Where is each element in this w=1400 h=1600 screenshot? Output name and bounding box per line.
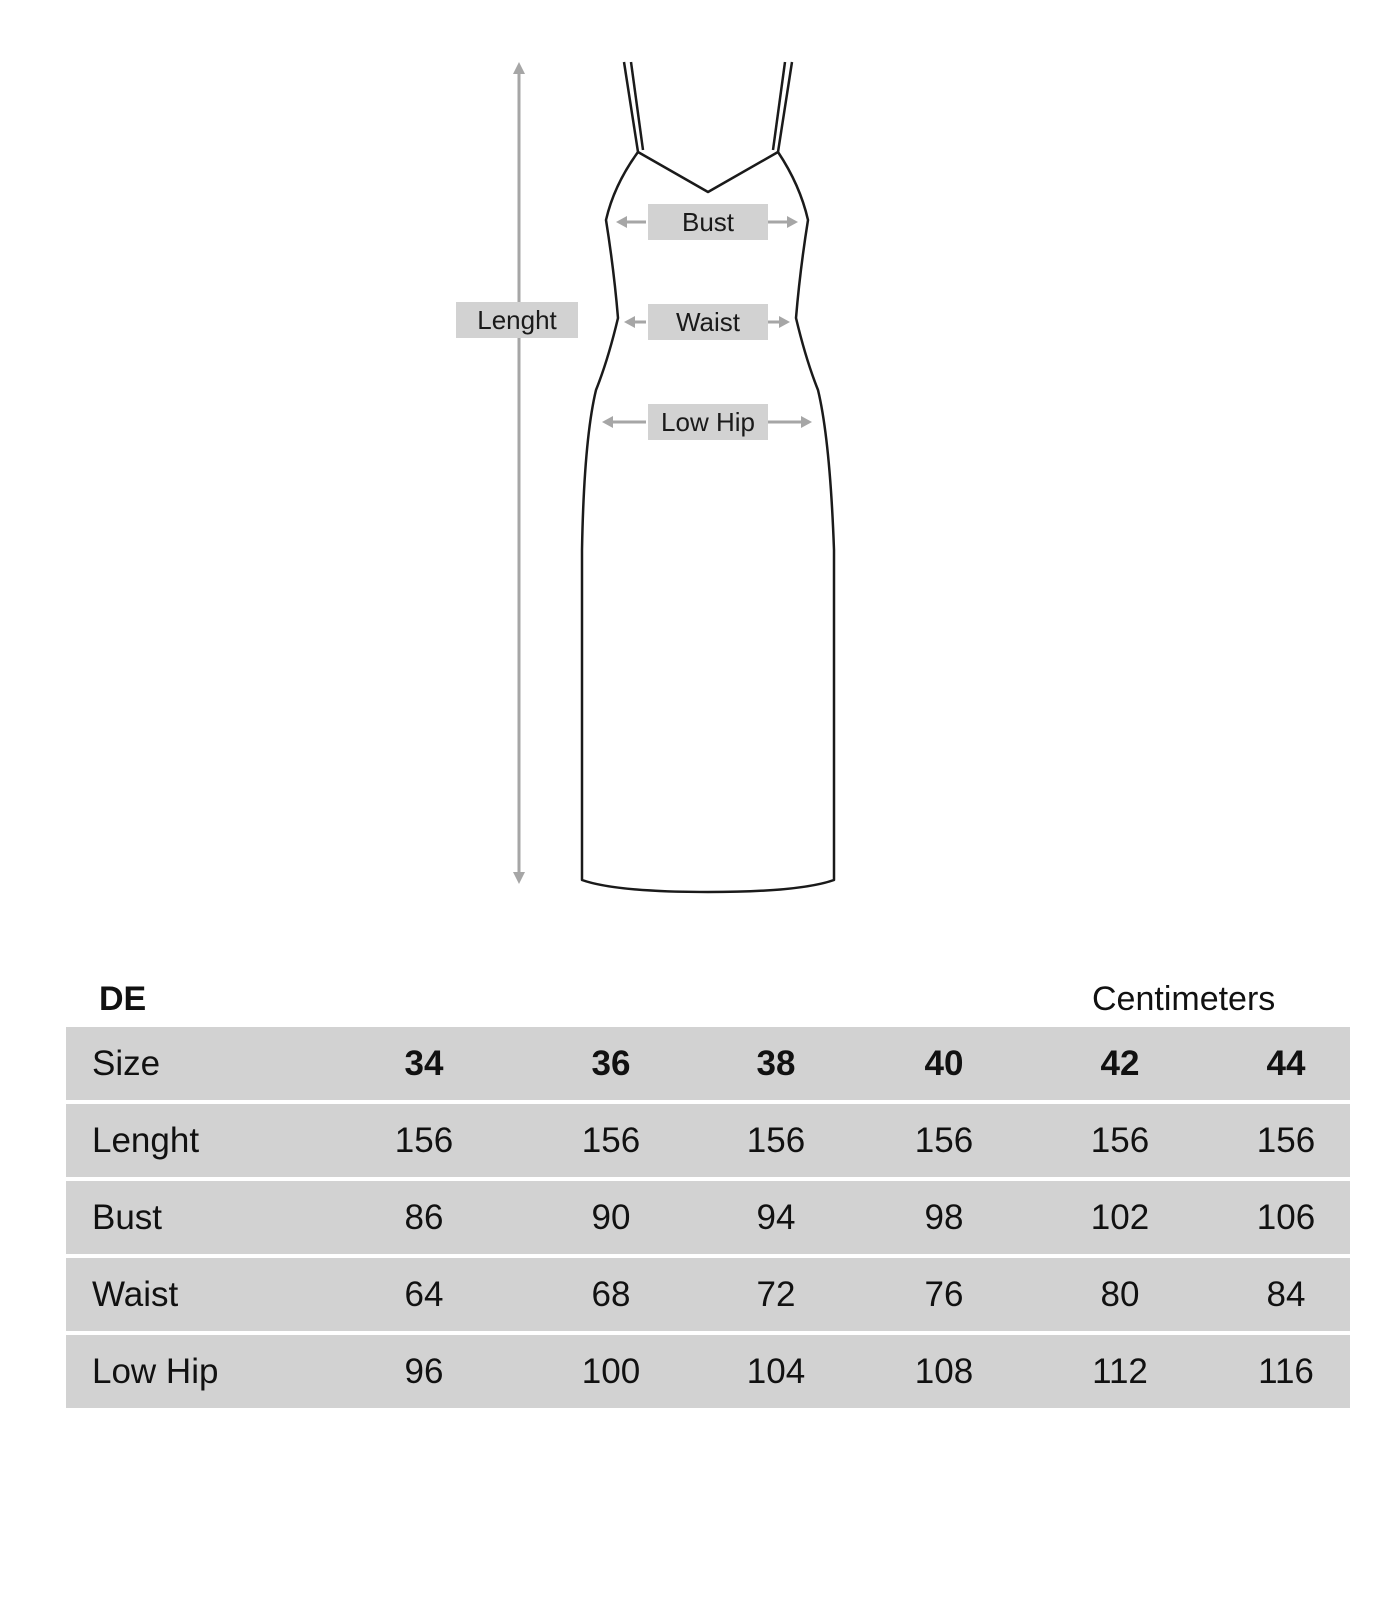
table-cell: 90 xyxy=(591,1197,631,1237)
row-label-size: Size xyxy=(92,1043,161,1083)
size-header-cell: 36 xyxy=(591,1043,631,1083)
unit-label: Centimeters xyxy=(1092,980,1276,1018)
size-header-cell: 40 xyxy=(924,1043,964,1083)
table-cell: 116 xyxy=(1258,1351,1314,1391)
table-cell: 84 xyxy=(1266,1274,1306,1314)
length-label xyxy=(456,302,578,338)
table-row-low-hip xyxy=(66,1335,1350,1408)
table-cell: 156 xyxy=(746,1120,806,1160)
table-cell: 104 xyxy=(746,1351,806,1391)
table-cell: 106 xyxy=(1256,1197,1316,1237)
length-label-text: Lenght xyxy=(477,305,557,335)
table-row-length xyxy=(66,1104,1350,1177)
table-cell: 86 xyxy=(404,1197,444,1237)
table-cell: 156 xyxy=(581,1120,641,1160)
table-header-row xyxy=(66,1027,1350,1100)
size-header-cell: 42 xyxy=(1100,1043,1140,1083)
table-cell: 68 xyxy=(591,1274,631,1314)
length-arrow xyxy=(513,62,525,884)
table-cell: 98 xyxy=(924,1197,964,1237)
region-label: DE xyxy=(99,980,147,1018)
row-label-bust: Bust xyxy=(92,1197,163,1237)
table-cell: 156 xyxy=(1090,1120,1150,1160)
low-hip-label xyxy=(648,404,768,440)
low-hip-label-text: Low Hip xyxy=(661,407,755,437)
waist-label-text: Waist xyxy=(675,307,741,337)
waist-label xyxy=(648,304,768,340)
bust-label-text: Bust xyxy=(681,207,735,237)
table-row-waist xyxy=(66,1258,1350,1331)
table-cell: 100 xyxy=(581,1351,641,1391)
dress-body xyxy=(582,152,834,892)
table-cell: 156 xyxy=(394,1120,454,1160)
table-cell: 156 xyxy=(914,1120,974,1160)
table-cell: 64 xyxy=(404,1274,444,1314)
size-header-cell: 34 xyxy=(404,1043,444,1083)
table-cell: 76 xyxy=(924,1274,964,1314)
table-cell: 112 xyxy=(1092,1351,1148,1391)
size-header-cell: 38 xyxy=(756,1043,796,1083)
row-label-waist: Waist xyxy=(92,1274,179,1314)
table-cell: 80 xyxy=(1100,1274,1140,1314)
table-cell: 96 xyxy=(404,1351,444,1391)
table-cell: 102 xyxy=(1090,1197,1150,1237)
table-cell: 94 xyxy=(756,1197,796,1237)
table-cell: 72 xyxy=(756,1274,796,1314)
table-cell: 108 xyxy=(914,1351,974,1391)
size-chart-table xyxy=(66,1027,1350,1412)
right-strap-inner xyxy=(773,62,785,150)
table-cell: 156 xyxy=(1256,1120,1316,1160)
bust-label xyxy=(648,204,768,240)
size-header-cell: 44 xyxy=(1266,1043,1306,1083)
left-strap-inner xyxy=(631,62,643,150)
table-row-bust xyxy=(66,1181,1350,1254)
row-label-low-hip: Low Hip xyxy=(92,1351,219,1391)
row-label-length: Lenght xyxy=(92,1120,200,1160)
dress-outline-icon xyxy=(582,62,834,892)
